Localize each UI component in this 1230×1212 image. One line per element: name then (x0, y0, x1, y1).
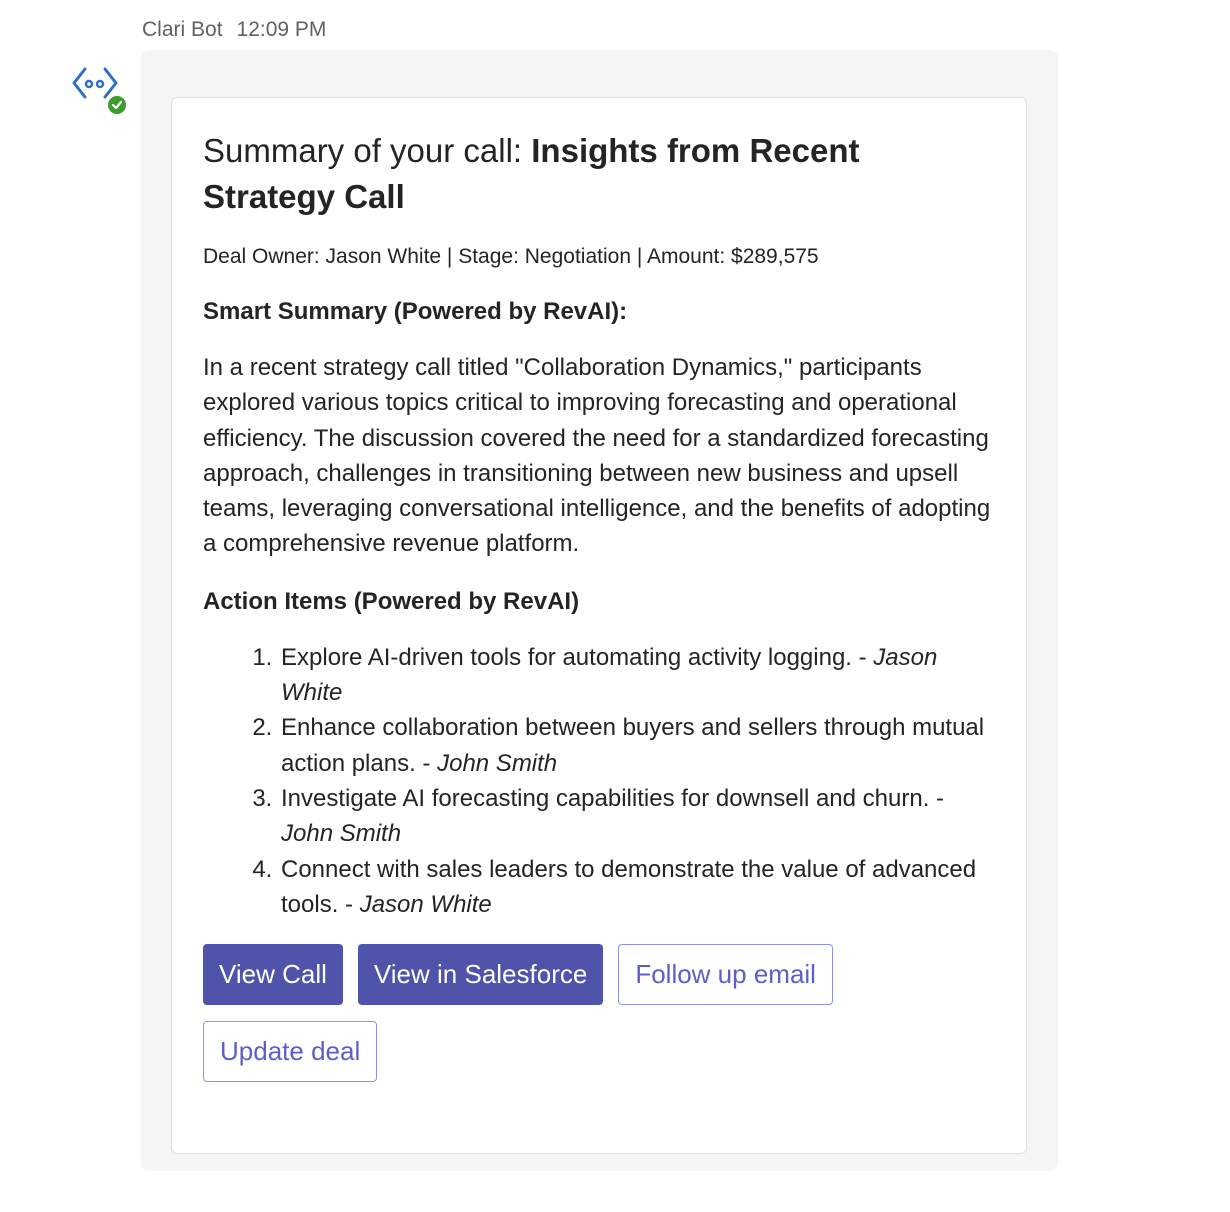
follow-up-email-button[interactable]: Follow up email (618, 944, 833, 1005)
check-circle-icon (107, 95, 127, 115)
action-owner: John Smith (437, 749, 558, 777)
update-deal-button[interactable]: Update deal (203, 1021, 377, 1082)
action-owner: Jason White (281, 643, 938, 707)
action-item (279, 852, 999, 923)
action-owner: Jason White (359, 890, 492, 918)
action-item (279, 781, 999, 852)
message-time: 12:09 PM (236, 18, 327, 41)
view-in-salesforce-button[interactable]: View in Salesforce (358, 944, 603, 1005)
title-prefix: Summary of your call: (203, 132, 532, 169)
bot-code-icon (72, 64, 128, 116)
summary-heading: Smart Summary (Powered by RevAI): (203, 298, 628, 325)
bot-avatar[interactable] (72, 64, 128, 116)
action-item (279, 640, 999, 711)
action-items-list (203, 640, 999, 922)
sender-name: Clari Bot (142, 18, 223, 41)
view-call-button[interactable]: View Call (203, 944, 343, 1005)
deal-info: Deal Owner: Jason White | Stage: Negotiation | Amount: $289,575 (203, 245, 819, 268)
action-items-heading: Action Items (Powered by RevAI) (203, 587, 580, 615)
action-text: Connect with sales leaders to demonstrate the value of advanced tools. - (281, 855, 977, 918)
action-buttons (203, 944, 903, 1082)
action-text: Enhance collaboration between buyers and sellers through mutual action plans. - (281, 714, 985, 777)
action-text: Explore AI-driven tools for automating activity logging. - (281, 643, 874, 671)
card-title (203, 128, 996, 220)
summary-text: In a recent strategy call titled "Collaboration Dynamics," participants explored various topics critical to improving forecasting and operational efficiency. The discussion covered the need for a standardized forecasting approach, challenges in transitioning between new business and upsell teams, leveraging conversational intelligence, and the benefits of adopting a comprehensive revenue platform. (203, 354, 991, 558)
action-item (279, 710, 999, 781)
message-meta (142, 18, 326, 42)
action-owner: John Smith (281, 820, 402, 848)
action-text: Investigate AI forecasting capabilities for downsell and churn. - (281, 784, 945, 812)
call-summary-card (171, 97, 1027, 1154)
title-call-name: Insights from Recent Strategy Call (203, 132, 860, 215)
